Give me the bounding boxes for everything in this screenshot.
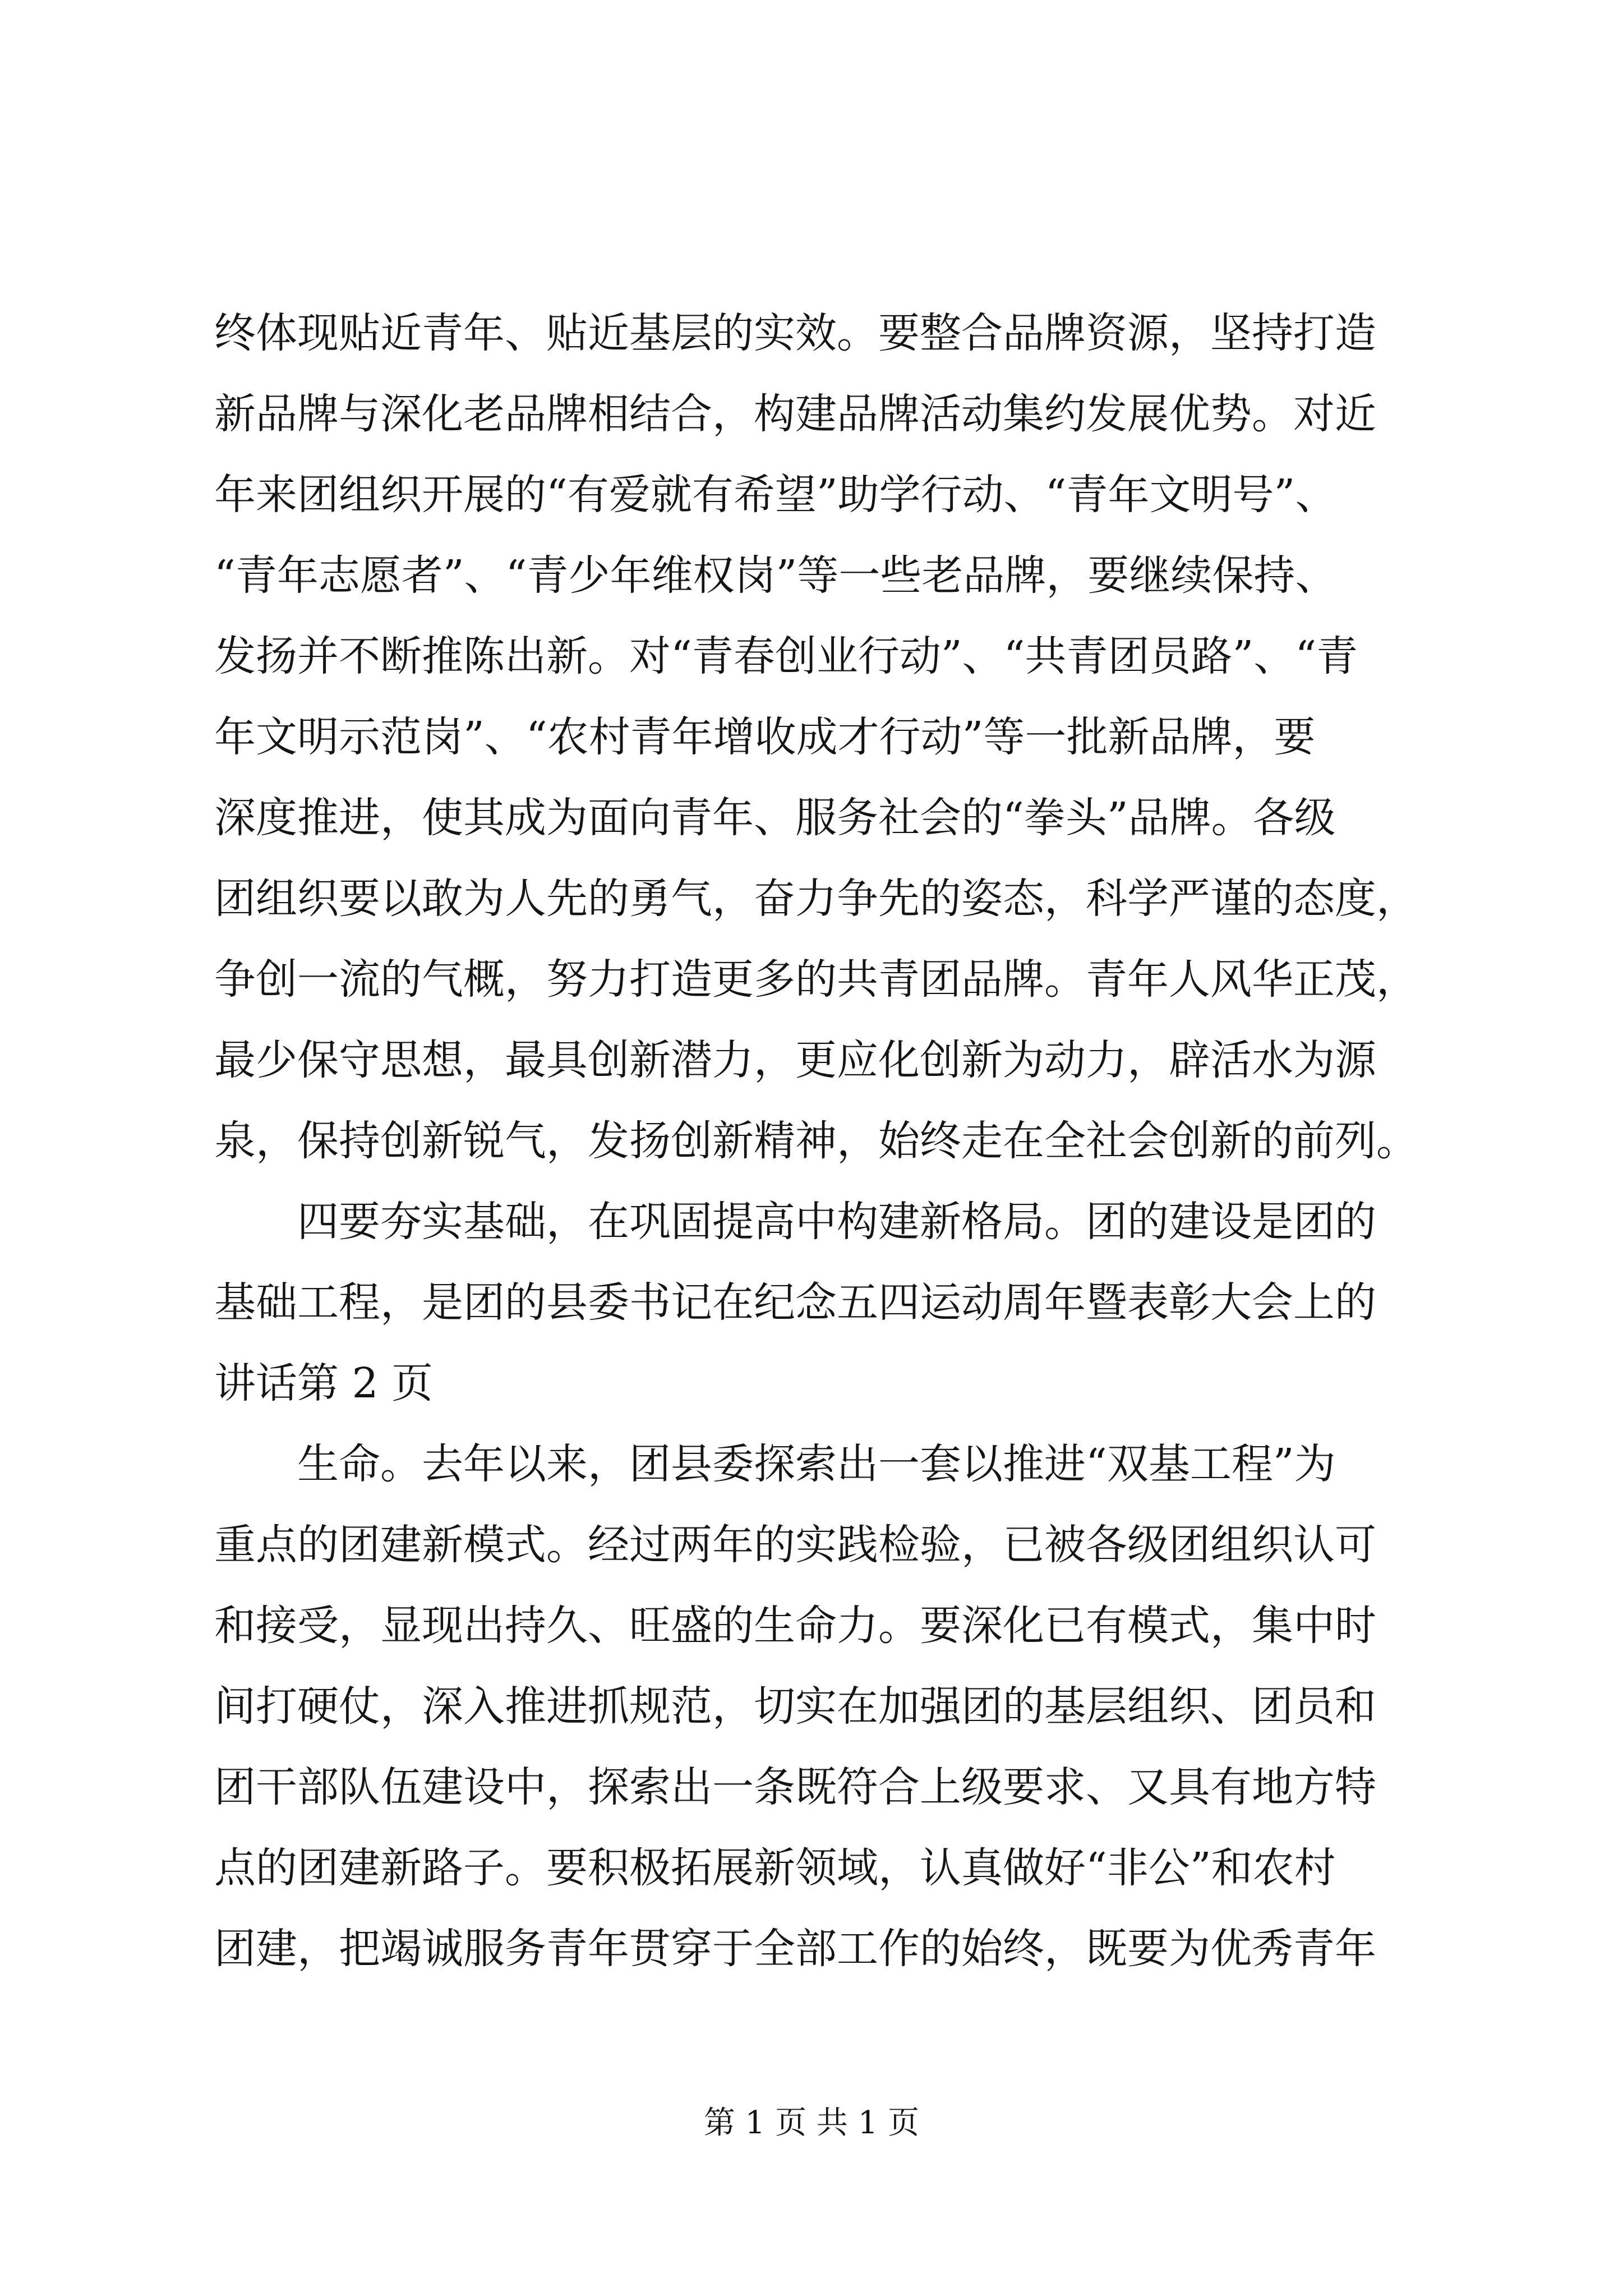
text-line: 团建，把竭诚服务青年贯穿于全部工作的始终，既要为优秀青年 bbox=[214, 1925, 1376, 1973]
text-line: 间打硬仗，深入推进抓规范，切实在加强团的基层组织、团员和 bbox=[214, 1682, 1376, 1731]
document-body bbox=[214, 293, 1418, 1989]
text-line: 深度推进，使其成为面向青年、服务社会的“拳头”品牌。各级 bbox=[214, 794, 1336, 842]
page-number-footer: 第 1 页 共 1 页 bbox=[703, 2105, 920, 2141]
text-line: 终体现贴近青年、贴近基层的实效。要整合品牌资源，坚持打造 bbox=[214, 309, 1376, 357]
text-line: 争创一流的气概，努力打造更多的共青团品牌。青年人风华正茂， bbox=[214, 955, 1418, 1004]
paragraph-start-line: 生命。去年以来，团县委探索出一套以推进“双基工程”为 bbox=[297, 1440, 1336, 1488]
paragraph-start-line: 四要夯实基础，在巩固提高中构建新格局。团的建设是团的 bbox=[297, 1198, 1376, 1246]
text-line: 泉，保持创新锐气，发扬创新精神，始终走在全社会创新的前列。 bbox=[214, 1117, 1418, 1165]
text-line: 发扬并不断推陈出新。对“青春创业行动”、“共青团员路”、“青 bbox=[214, 632, 1358, 680]
text-line: 讲话第 2 页 bbox=[214, 1359, 434, 1407]
text-line: 最少保守思想，最具创新潜力，更应化创新为动力，辟活水为源 bbox=[214, 1036, 1376, 1084]
text-line: 点的团建新路子。要积极拓展新领域，认真做好“非公”和农村 bbox=[214, 1844, 1336, 1892]
text-line: 基础工程，是团的县委书记在纪念五四运动周年暨表彰大会上的 bbox=[214, 1278, 1376, 1327]
text-line: 团组织要以敢为人先的勇气，奋力争先的姿态，科学严谨的态度， bbox=[214, 875, 1418, 923]
text-line: 新品牌与深化老品牌相结合，构建品牌活动集约发展优势。对近 bbox=[214, 390, 1376, 438]
text-line: 年来团组织开展的“有爱就有希望”助学行动、“青年文明号”、 bbox=[214, 471, 1337, 519]
text-line: 团干部队伍建设中，探索出一条既符合上级要求、又具有地方特 bbox=[214, 1763, 1376, 1811]
text-line: 和接受，显现出持久、旺盛的生命力。要深化已有模式，集中时 bbox=[214, 1602, 1376, 1650]
text-line: 年文明示范岗”、“农村青年增收成才行动”等一批新品牌，要 bbox=[214, 713, 1316, 761]
text-line: “青年志愿者”、“青少年维权岗”等一些老品牌，要继续保持、 bbox=[214, 551, 1337, 600]
text-line: 重点的团建新模式。经过两年的实践检验，已被各级团组织认可 bbox=[214, 1521, 1376, 1569]
